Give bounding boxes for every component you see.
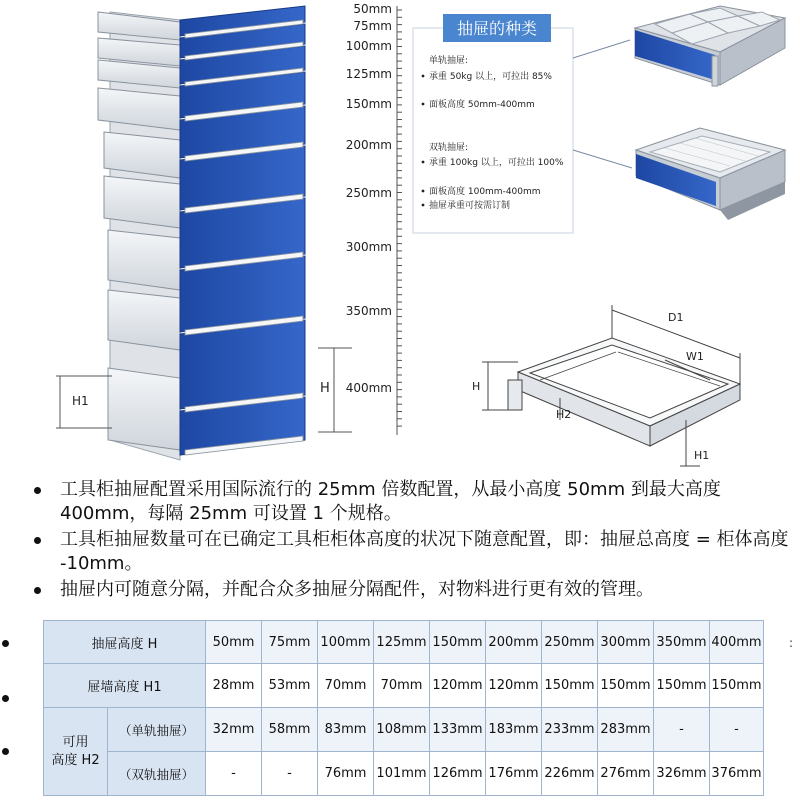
double-rail-item: 抽屉承重可按需订制 [429,201,511,211]
table-cell: 32mm [206,708,262,752]
single-rail-item: 面板高度 50mm-400mm [429,100,535,110]
table-cell: 326mm [654,752,710,796]
bullet-item [30,528,790,576]
table-cell: 28mm [206,664,262,708]
table-cell: 376mm [710,752,764,796]
bullet-dot-icon [34,587,41,594]
scale-label: 125mm [345,67,392,81]
table-cell: - [206,752,262,796]
double-rail-drawer-image [636,128,785,220]
scale-label: 150mm [345,97,392,111]
table-cell: 276mm [598,752,654,796]
table-cell: 350mm [654,621,710,664]
dim-w1-label: W1 [686,350,704,363]
table-cell: 150mm [654,664,710,708]
table-cell: 100mm [318,621,374,664]
double-rail-item: 承重 100kg 以上，可拉出 100% [429,158,564,168]
row-label: 抽屉高度 H [44,621,206,664]
bullet-dot-icon [2,748,9,755]
bullet-dot-icon [34,487,41,494]
single-rail-item: 承重 50kg 以上，可拉出 85% [429,72,552,82]
scale-label: 100mm [345,39,392,53]
table-cell: 150mm [542,664,598,708]
drawer-spec-table [43,620,764,796]
bullet-dot-icon [2,695,9,702]
cabinet-drawer-stack [56,6,352,460]
table-cell: 200mm [486,621,542,664]
table-cell: 226mm [542,752,598,796]
scale-label: 75mm [353,19,392,33]
table-cell: 400mm [710,621,764,664]
table-cell: 83mm [318,708,374,752]
table-cell: 58mm [262,708,318,752]
table-cell: 233mm [542,708,598,752]
bullet-text: 抽屉内可随意分隔，并配合众多抽屉分隔配件，对物料进行更有效的管理。 [60,579,654,600]
legend-title: 抽屉的种类 [456,19,538,38]
scale-label: 400mm [345,381,392,395]
bullet-dot-icon [34,537,41,544]
cabinet-h1-label: H1 [72,394,89,408]
bullet-item [30,478,790,526]
usable-height-label: 可用 高度 H2 [44,708,108,796]
right-edge-mark: : [789,636,794,650]
scale-label: 300mm [345,240,392,254]
table-row [44,708,764,752]
table-row [44,752,764,796]
table-cell: 125mm [374,621,430,664]
table-cell: 133mm [430,708,486,752]
table-cell: 70mm [318,664,374,708]
table-row [44,621,764,664]
table-cell: 75mm [262,621,318,664]
table-cell: 150mm [430,621,486,664]
table-cell: - [710,708,764,752]
row-label: 屉墙高度 H1 [44,664,206,708]
dim-d1-label: D1 [668,311,684,324]
table-cell: 53mm [262,664,318,708]
table-cell: 300mm [598,621,654,664]
table-cell: 50mm [206,621,262,664]
dim-h1-label: H1 [694,449,710,462]
table-cell: 150mm [710,664,764,708]
dim-h2-label: H2 [556,408,572,421]
drawer-dimension-diagram [482,305,740,466]
double-rail-name: 双轨抽屉: [429,143,469,153]
row-label: （单轨抽屉） [108,708,206,752]
table-cell: 120mm [486,664,542,708]
table-cell: - [654,708,710,752]
table-cell: 126mm [430,752,486,796]
table-cell: 283mm [598,708,654,752]
single-rail-name: 单轨抽屉: [429,56,469,66]
table-cell: 70mm [374,664,430,708]
scale-label: 350mm [345,304,392,318]
bullet-item [30,578,790,602]
bullet-dot-icon [2,640,9,647]
scale-label: 200mm [345,138,392,152]
table-cell: 250mm [542,621,598,664]
double-rail-item: 面板高度 100mm-400mm [429,187,541,197]
bullet-text: 工具柜抽屉配置采用国际流行的 25mm 倍数配置，从最小高度 50mm 到最大高度 400mm，每隔 25mm 可设置 1 个规格。 [60,479,721,524]
bullet-text: 工具柜抽屉数量可在已确定工具柜柜体高度的状况下随意配置，即：抽屉总高度 = 柜体高度 -10mm。 [60,529,789,574]
table-cell: 176mm [486,752,542,796]
row-label: （双轨抽屉） [108,752,206,796]
table-cell: 120mm [430,664,486,708]
dim-h-label: H [472,380,481,393]
scale-label: 250mm [345,186,392,200]
table-cell: 183mm [486,708,542,752]
scale-label: 50mm [353,2,392,16]
table-row [44,664,764,708]
table-cell: 108mm [374,708,430,752]
drawer-types-legend [413,14,632,233]
feature-bullet-list [30,478,790,604]
height-scale-ruler [346,2,402,435]
table-cell: 150mm [598,664,654,708]
table-cell: - [262,752,318,796]
table-cell: 76mm [318,752,374,796]
single-rail-drawer-image [635,6,785,86]
table-cell: 101mm [374,752,430,796]
cabinet-h-label: H [320,381,330,396]
